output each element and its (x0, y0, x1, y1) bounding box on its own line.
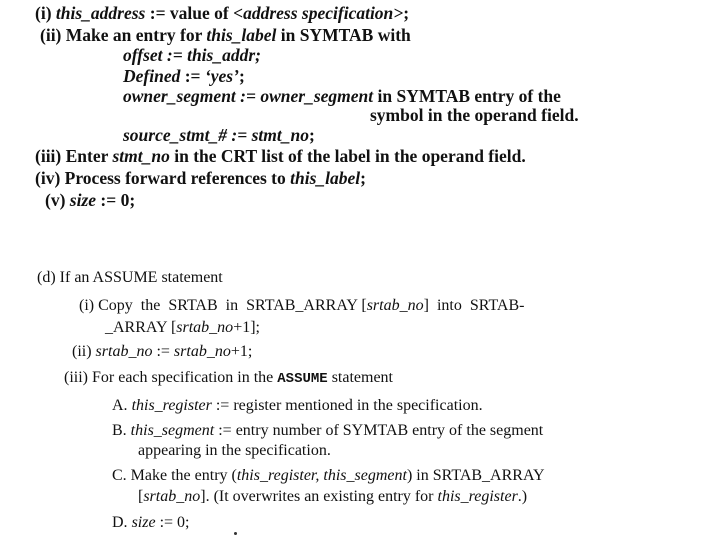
text-run: _ARRAY [ (105, 319, 177, 336)
source-stmt-line (123, 125, 315, 145)
text-run: ]. (It overwrites an existing entry for (200, 488, 438, 505)
step-v-line (45, 190, 135, 210)
step-marker: (ii) (72, 343, 92, 360)
text-run: srtab_no (173, 343, 231, 360)
text-run: this_register, this_segment (236, 467, 407, 484)
stray-dot (234, 532, 237, 535)
text-run: ) in SRTAB_ARRAY (406, 467, 545, 484)
text-run: ; (238, 66, 245, 86)
step-marker: (i) (35, 3, 52, 23)
text-run: this_register (437, 488, 518, 505)
step-marker: (i) (79, 297, 95, 314)
text-run: := entry number of SYMTAB entry of the segment (214, 422, 544, 439)
step-marker: (d) (37, 269, 56, 286)
text-run: Defined (123, 66, 181, 86)
text-run: +1; (230, 343, 253, 360)
offset-line (123, 45, 261, 65)
text-run: statement (327, 369, 393, 386)
owner-segment-line (123, 86, 561, 106)
text-run: ; (403, 3, 410, 23)
text-run: Make an entry for (65, 25, 207, 45)
step-ii-line (40, 25, 411, 45)
step-marker: (iv) (35, 168, 61, 188)
text-run: ASSUME (277, 371, 328, 387)
text-run: := 0; (155, 514, 190, 531)
step-marker: B. (112, 422, 127, 439)
text-run: .) (517, 488, 528, 505)
text-run: this_label (290, 168, 361, 188)
step-iii-line (35, 146, 526, 166)
text-run: := (152, 343, 174, 360)
step-iv-line (35, 168, 366, 188)
assume-step-iii-line (64, 368, 393, 389)
step-marker: D. (112, 514, 128, 531)
text-run: this_register (131, 397, 212, 414)
text-run: ‘yes’ (204, 66, 239, 86)
step-marker: (iii) (35, 146, 62, 166)
assume-step-i-line (79, 296, 524, 316)
text-run: ; (308, 125, 315, 145)
step-marker: (v) (45, 190, 66, 210)
text-run: in the CRT list of the label in the operand field. (169, 146, 526, 166)
assume-step-i-continued-line (105, 318, 260, 338)
text-run: srtab_no (95, 343, 153, 360)
assume-substep-b-line (112, 421, 543, 441)
text-run: For each specification in the (92, 369, 278, 386)
text-run: +1]; (233, 319, 260, 336)
assume-substep-a-line (112, 396, 483, 416)
text-run: srtab_no (366, 297, 424, 314)
text-run: symbol in the operand field. (370, 105, 579, 125)
step-marker: (iii) (64, 369, 88, 386)
text-run: in SYMTAB with (276, 25, 411, 45)
text-run: := 0; (96, 190, 136, 210)
text-run: srtab_no (143, 488, 201, 505)
text-run: stmt_no (112, 146, 170, 166)
text-run: owner_segment := owner_segment (123, 86, 374, 106)
text-run: this_label (206, 25, 277, 45)
text-run: Make the entry ( (130, 467, 237, 484)
step-i-line (35, 3, 409, 23)
text-run: source_stmt_# := stmt_no (123, 125, 309, 145)
text-run: Copy the SRTAB in SRTAB_ARRAY [ (98, 297, 367, 314)
text-run: this_address (55, 3, 146, 23)
assume-substep-d-line (112, 513, 189, 533)
assume-substep-c-line (112, 466, 545, 486)
assume-substep-b-continued-line (138, 441, 331, 461)
text-run: appearing in the specification. (138, 442, 331, 459)
text-run: <address specification> (233, 3, 404, 23)
assume-substep-c-continued-line (138, 487, 527, 507)
text-run: Process forward references to (64, 168, 291, 188)
step-marker: (ii) (40, 25, 62, 45)
text-run: this_segment (130, 422, 215, 439)
step-marker: C. (112, 467, 127, 484)
text-run: Enter (65, 146, 113, 166)
text-run: If an ASSUME statement (59, 269, 223, 286)
text-run: ] into SRTAB- (423, 297, 525, 314)
text-run: in SYMTAB entry of the (373, 86, 561, 106)
text-run: srtab_no (176, 319, 234, 336)
text-run: := register mentioned in the specification. (211, 397, 483, 414)
step-d-line (37, 268, 223, 288)
text-run: size (69, 190, 97, 210)
text-run: := (180, 66, 205, 86)
text-run: := value of (145, 3, 234, 23)
text-run: size (131, 514, 156, 531)
defined-line (123, 66, 245, 86)
step-marker: A. (112, 397, 128, 414)
text-run: offset := this_addr; (123, 45, 261, 65)
assume-step-ii-line (72, 342, 252, 362)
text-run: [ (138, 488, 144, 505)
text-run: ; (360, 168, 366, 188)
owner-segment-continued-line (370, 105, 579, 125)
